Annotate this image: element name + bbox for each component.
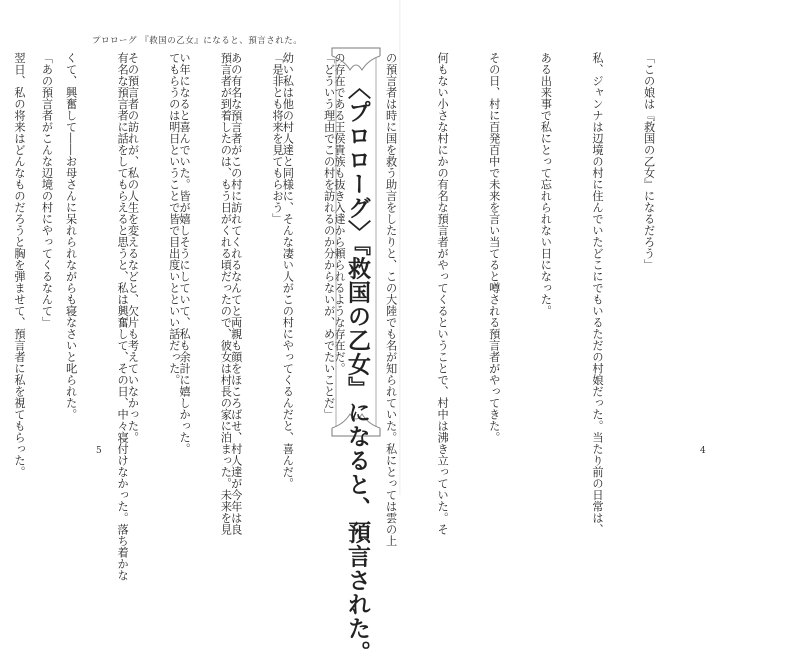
body-line: 何もない小さな村にかの有名な預言者がやってくるということで、村中は沸き立っていた。そ	[436, 52, 450, 535]
body-line: の存在である王侯貴族も抜き入達から頼られるような存在だ。	[332, 52, 346, 374]
body-line: い年になると喜んでいた。皆が嬉しそうにしていて、私も余計に嬉しかった。	[178, 52, 192, 455]
body-line: 「是非とも将来を見てもらおう」	[270, 52, 284, 225]
body-line: その日、村に百発百中で未来を言い当てると噂される預言者がやってきた。	[487, 52, 501, 443]
body-line: 「あの預言者がこんな辺境の村にやってくるなんて」	[40, 52, 54, 328]
body-line: 私、ジャンナは辺境の村に住んでいたどこにでもいるただの村娘だった。当たり前の日常は、	[590, 52, 604, 535]
body-line: 有名な預言者に話をしてもらえると思うと、私は興奮して、その日、中々寝付けなかった。落ち着かな	[116, 52, 130, 581]
running-head: プロローグ 『救国の乙女』になると、預言された。	[92, 36, 303, 46]
body-line: 「この娘は『救国の乙女』になるだろう」	[642, 52, 656, 271]
chapter-title: 〈プロローグ〉『救国の乙女』になると、預言された。	[344, 76, 370, 665]
body-line: 翌日、私の将来はどんなものだろうと胸を弾ませて、預言者に私を視てもらった。	[12, 52, 26, 478]
page-number-left: 5	[96, 446, 102, 456]
page-number-right: 4	[700, 446, 706, 456]
body-line: ある出来事で私にとって忘れられない日になった。	[539, 52, 553, 317]
body-line: くて、興奮して――お母さんに呆れられながらも寝なさいと叱られた。	[64, 52, 78, 420]
body-line: あの有名な預言者がこの村に訪れてくれるなんてと両親も顔をほころばせ、村人達が今年は良	[229, 52, 243, 535]
body-line: その預言者の訪れが、私の人生を変えるなどと、欠片も考えていなかった。	[126, 52, 140, 443]
body-line: の預言者は時に国を救う助言をしたりと、この大陸でも名が知られていた。私にとっては雲の上	[384, 52, 398, 547]
body-line: 預言者が到着したのは、もう日がくれる頃だったので、彼女は村長の家に泊まった。未来を見	[219, 52, 233, 535]
body-line: 「どういう理由でこの村を訪れるのか分からないが、めでたいことだ」	[322, 52, 336, 420]
body-line: てもらうのは明日ということで皆で目出度いとといい話だった。	[167, 52, 181, 386]
body-line: 幼い私は他の村人達と同様に、そんな凄い人がこの村にやってくるんだと、喜んだ。	[281, 52, 295, 489]
